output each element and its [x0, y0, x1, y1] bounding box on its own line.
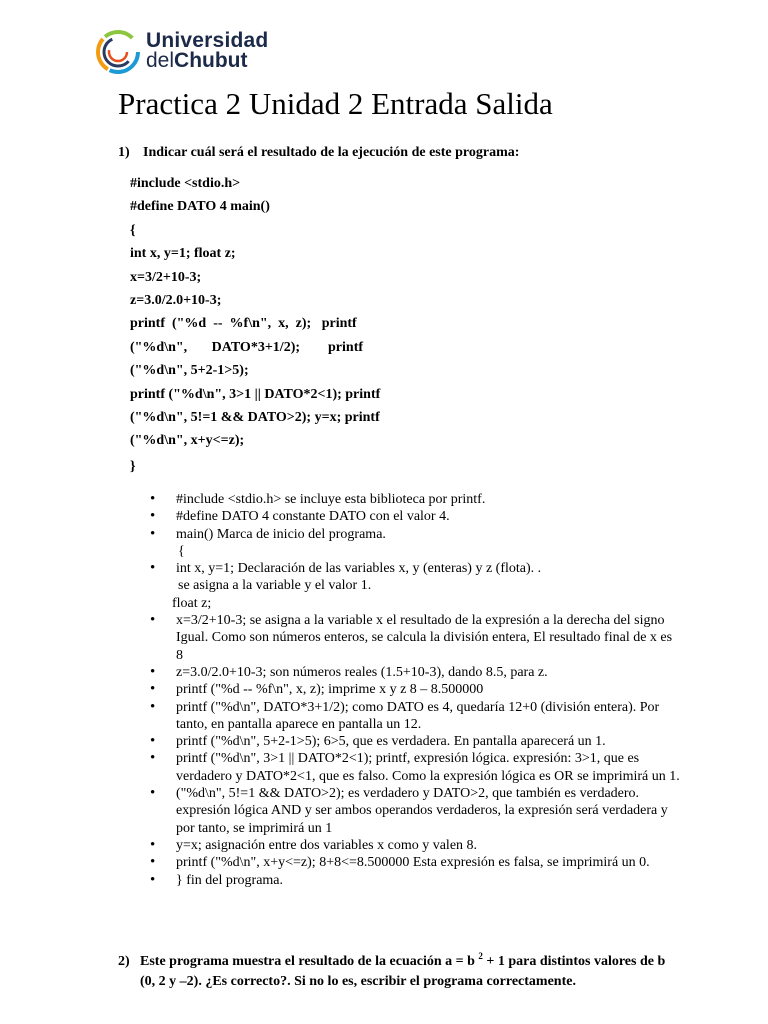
list-item: [150, 785, 680, 837]
code-line: printf ("%d -- %f\n", x, z); printf: [130, 316, 357, 332]
code-line: {: [130, 222, 136, 238]
logo-wordmark: [146, 31, 268, 71]
list-item: [150, 854, 680, 871]
list-item: [150, 750, 680, 785]
list-item-text: #include <stdio.h> se incluye esta biblioteca por printf.: [176, 492, 486, 507]
list-item-text: printf ("%d\n", x+y<=z); 8+8<=8.500000 Esta expresión es falsa, se imprimirá un 0.: [176, 855, 650, 871]
code-line: int x, y=1; float z;: [130, 246, 236, 262]
list-item-text: } fin del programa.: [176, 872, 284, 888]
question-2-text-a: Este programa muestra el resultado de la ecuación a = b: [140, 954, 475, 969]
logo-line-2: [146, 51, 268, 71]
code-line: }: [130, 458, 136, 474]
question-2-number: 2): [118, 954, 130, 969]
page-title: Practica 2 Unidad 2 Entrada Salida: [118, 86, 553, 121]
list-item-text: main() Marca de inicio del programa.: [176, 526, 386, 542]
question-1-text: Indicar cuál será el resultado de la ejecución de este programa:: [143, 145, 520, 160]
list-item: [150, 595, 680, 612]
question-2-text-b: + 1 para distintos valores de b (0, 2 y –2). ¿Es correcto?. Si no lo es, escribir el programa correctamente.: [140, 954, 666, 989]
question-2-superscript: 2: [478, 951, 483, 961]
list-item-text: z=3.0/2.0+10-3; son números reales (1.5+10-3), dando 8.5, para z.: [176, 664, 548, 680]
list-item: [150, 577, 680, 594]
list-item-text: y=x; asignación entre dos variables x como y valen 8.: [176, 837, 478, 853]
list-item-text: {: [178, 543, 185, 559]
list-item: [150, 681, 680, 698]
code-line: #define DATO 4 main(): [130, 199, 270, 215]
explanation-list: [150, 491, 680, 889]
logo-line-1: Universidad: [146, 29, 269, 52]
list-item: [150, 491, 680, 508]
list-item-text: float z;: [172, 595, 212, 611]
list-item-text: printf ("%d\n", 5+2-1>5); 6>5, que es verdadera. En pantalla aparecerá un 1.: [176, 734, 606, 750]
logo-line-2b: Chubut: [174, 49, 248, 72]
list-item: [150, 612, 680, 664]
code-line: #include <stdio.h>: [130, 176, 241, 191]
logo-ring-icon: [94, 27, 146, 77]
question-2-text: [140, 952, 680, 991]
code-line: z=3.0/2.0+10-3;: [130, 292, 222, 308]
list-item-text: ("%d\n", 5!=1 && DATO>2); es verdadero y DATO>2, que también es verdadero. expresión lógica AND y ser ambos operandos verdaderos, la expresión será verdadera y por tanto, se imprimirá un 1: [176, 786, 668, 836]
list-item-text: int x, y=1; Declaración de las variables x, y (enteras) y z (flota). .: [176, 561, 542, 577]
question-1-number: 1): [118, 145, 130, 160]
code-line: ("%d\n", 5!=1 && DATO>2); y=x; printf: [130, 409, 380, 425]
list-item-text: se asigna a la variable y el valor 1.: [178, 578, 372, 594]
list-item: [150, 664, 680, 681]
code-line: printf ("%d\n", 3>1 || DATO*2<1); printf: [130, 386, 381, 402]
list-item: [150, 699, 680, 734]
list-item: [150, 526, 680, 543]
list-item: [150, 872, 680, 889]
logo-line-2a: del: [146, 49, 175, 72]
list-item: [150, 837, 680, 854]
code-block: [130, 174, 550, 480]
list-item: [150, 543, 680, 560]
list-item-text: printf ("%d -- %f\n", x, z); imprime x y z 8 – 8.500000: [176, 682, 484, 698]
list-item-text: x=3/2+10-3; se asigna a la variable x el resultado de la expresión a la derecha del signo Igual. Como son números enteros, se calcula la división entera, El resultado final de x es 8: [176, 613, 673, 663]
code-line: ("%d\n", x+y<=z);: [130, 433, 245, 449]
list-item: [150, 733, 680, 750]
question-1: [118, 143, 678, 163]
list-item-text: #define DATO 4 constante DATO con el valor 4.: [176, 509, 450, 525]
list-item-text: printf ("%d\n", DATO*3+1/2); como DATO es 4, quedaría 12+0 (división entera). Por tanto, en pantalla aparece en pantalla un 12.: [176, 699, 660, 732]
list-item: [150, 508, 680, 525]
list-item-text: printf ("%d\n", 3>1 || DATO*2<1); printf, expresión lógica. expresión: 3>1, que es verdadero y DATO*2<1, que es falso. Como la expresión lógica es OR se imprimirá un 1.: [176, 751, 680, 784]
list-item: [150, 560, 680, 577]
code-line: ("%d\n", 5+2-1>5);: [130, 363, 249, 379]
code-line: ("%d\n", DATO*3+1/2); printf: [130, 339, 364, 355]
code-line: x=3/2+10-3;: [130, 269, 202, 285]
